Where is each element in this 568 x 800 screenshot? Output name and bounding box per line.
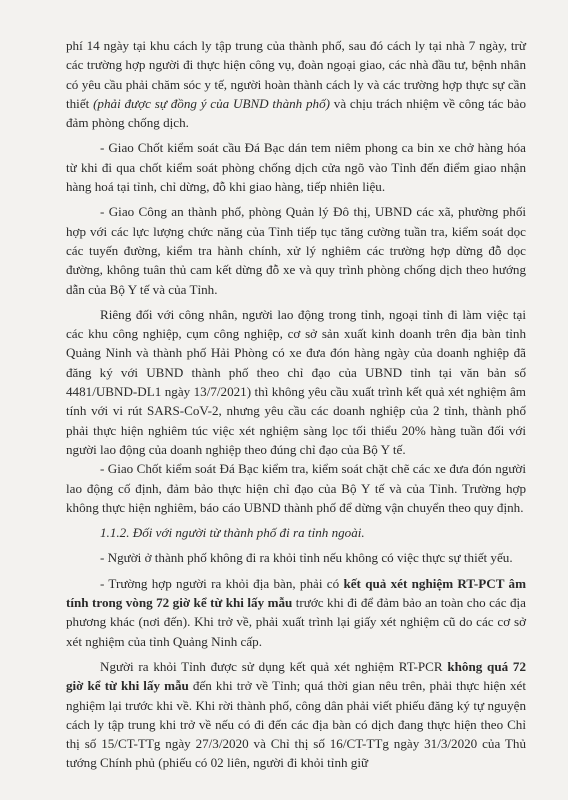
text-run: đến khi trở về Tỉnh; quá thời gian nêu trên, phải thực hiện xét nghiệm lại trước khi về. Khi rời thành phố, công dân phải viết phiếu đăng ký tự nguyện cách ly tập trung khi trở về nếu có đi đến các địa bàn có dịch đang thực hiện theo Chỉ thị số 15/CT-TTg ngày 27/3/2020 và Chỉ thị số 16/CT-TTg ngày 31/3/2020 của Thủ tướng Chính phủ (phiếu có 02 liên, người đi khỏi tỉnh giữ [66,678,526,771]
paragraph-3 [66,202,526,298]
text-run: - Giao Chốt kiểm soát cầu Đá Bạc dán tem niêm phong ca bin xe chở hàng hóa từ khi đi qua chốt kiểm soát phòng chống dịch cửa ngõ vào Tỉnh đến điểm giao nhận hàng hoá tại tỉnh, chỉ dừng, đỗ khi giao hàng, tiếp nhiên liệu. [66,140,526,195]
paragraph-7 [66,548,526,567]
section-heading-text: 1.1.2. Đối với người từ thành phố đi ra tỉnh ngoài. [100,525,365,541]
text-run: Riêng đối với công nhân, người lao động trong tỉnh, ngoại tỉnh đi làm việc tại các khu công nghiệp, cụm công nghiệp, cơ sở sản xuất kinh doanh trên địa bàn tỉnh Quảng Ninh và thành phố Hải Phòng có xe đưa đón hàng ngày của doanh nghiệp đã đăng ký với UBND thành phố theo chỉ đạo của UBND tỉnh tại văn bản số 4481/UBND-DL1 ngày 13/7/2021) thì không yêu cầu xuất trình kết quả xét nghiệm âm tính với vi rút SARS-CoV-2, nhưng yêu cầu các doanh nghiệp của 2 tỉnh, thành phố phải thực hiện nghiêm túc việc xét nghiệm sàng lọc tối thiểu 20% hàng tuần đối với người lao động của doanh nghiệp theo đúng chỉ đạo của Bộ Y tế. [66,306,526,457]
text-run: - Trường hợp người ra khỏi địa bàn, phải có [100,575,344,591]
text-run: - Người ở thành phố không đi ra khỏi tỉnh nếu không có việc thực sự thiết yếu. [100,550,513,566]
paragraph-1 [66,36,526,132]
text-run: và chịu trách nhiệm về công tác bảo đảm phòng chống dịch. [66,95,527,131]
text-run: - Giao Công an thành phố, phòng Quản lý Đô thị, UBND các xã, phường phối hợp với các lực lượng chức năng của Tỉnh tiếp tục tăng cường tuần tra, kiểm soát dọc các tuyến đường, kiểm tra hành chính, xử lý nghiêm các trường hợp dừng đỗ dọc đường, không tuân thủ cam kết dừng đỗ xe và quy trình phòng chống dịch theo hướng dẫn của Bộ Y tế và của Tỉnh. [66,204,526,297]
text-run: phí 14 ngày tại khu cách ly tập trung của thành phố, sau đó cách ly tại nhà 7 ngày, trừ các trường hợp người đi thực hiện công vụ, đoàn ngoại giao, các nhà đầu tư, bệnh nhân có yêu cầu phải chăm sóc y tế, người hoàn thành cách ly và các trường hợp thực sự cần thiết [66,38,526,111]
paragraph-9 [66,657,526,773]
bold-requirement: không quá 72 giờ kể từ khi lấy mẫu [66,658,526,694]
text-run: - Giao Chốt kiểm soát Đá Bạc kiểm tra, kiểm soát chặt chẽ các xe đưa đón người lao động cố định, đảm bảo thực hiện chỉ đạo của Bộ Y tế và của Tỉnh. Trường hợp không thực hiện nghiêm, báo cáo UBND thành phố để dừng vận chuyển theo quy định. [66,461,526,515]
paragraph-5 [66,459,526,517]
section-heading-1-1-2 [66,523,526,542]
italic-note: (phải được sự đồng ý của UBND thành phố) [93,95,331,111]
paragraph-4 [66,305,526,459]
text-run: Người ra khỏi Tỉnh được sử dụng kết quả xét nghiệm RT-PCR [100,658,448,674]
bold-requirement: kết quả xét nghiệm RT-PCT âm tính trong vòng 72 giờ kể từ khi lấy mẫu [66,575,526,611]
text-run: trước khi đi để đảm bảo an toàn cho các địa phương khác (nơi đến). Khi trở về, phải xuất trình lại giấy xét nghiệm cũ do các cơ sở xét nghiệm của tỉnh Quảng Ninh cấp. [66,595,526,649]
paragraph-8 [66,574,526,651]
paragraph-2 [66,138,526,196]
